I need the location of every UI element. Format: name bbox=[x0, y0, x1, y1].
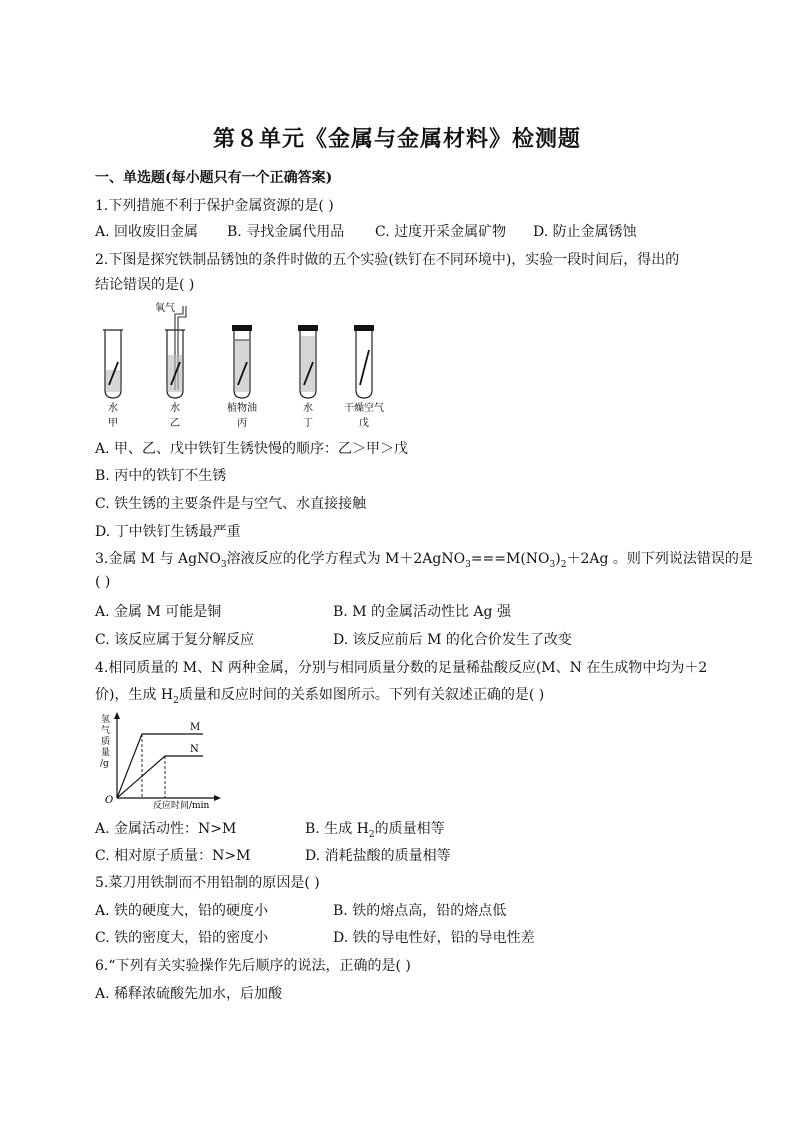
q4-option-d: D. 消耗盐酸的质量相等 bbox=[305, 848, 451, 864]
q1-option-b: B. 寻找金属代用品 bbox=[227, 224, 345, 240]
tube-bing bbox=[232, 325, 252, 398]
q6-stem: 6.“下列有关实验操作先后顺序的说法，正确的是( ) bbox=[95, 958, 411, 974]
rust-experiment-figure bbox=[95, 300, 405, 430]
q2-stem-line2: 结论错误的是( ) bbox=[95, 277, 195, 293]
q4-stem-part: 价)，生成 H bbox=[95, 687, 174, 703]
ylabel-char: 质 bbox=[101, 737, 111, 747]
tube-wu bbox=[354, 325, 374, 398]
tube-jia-content: 水 bbox=[108, 403, 118, 414]
tube-jia-label: 甲 bbox=[108, 418, 118, 429]
q4-option-b bbox=[305, 818, 445, 840]
tube-bing-content: 植物油 bbox=[227, 403, 257, 414]
q4-option-a: A. 金属活动性：N>M bbox=[95, 821, 237, 837]
tube-bing-label: 丙 bbox=[237, 418, 247, 429]
hydrogen-mass-graph bbox=[95, 710, 225, 810]
q1-option-d: D. 防止金属锈蚀 bbox=[533, 224, 637, 240]
tube-wu-content: 干燥空气 bbox=[344, 403, 384, 414]
q4-option-b-part: 的质量相等 bbox=[374, 821, 445, 837]
tube-yi-label: 乙 bbox=[170, 418, 180, 429]
q3-option-d: D. 该反应前后 M 的化合价发生了改变 bbox=[333, 632, 572, 648]
q3-stem-part: ＋2Ag 。则下列说法错误的是 bbox=[566, 551, 753, 567]
q3-subscript: 3 bbox=[549, 559, 556, 570]
page-title: 第８单元《金属与金属材料》检测题 bbox=[212, 126, 581, 152]
q3-option-a: A. 金属 M 可能是铜 bbox=[95, 604, 222, 620]
q4-subscript: 2 bbox=[173, 695, 179, 706]
q1-stem: 1.下列措施不利于保护金属资源的是( ) bbox=[95, 198, 334, 214]
q3-option-b: B. M 的金属活动性比 Ag 强 bbox=[333, 604, 511, 620]
tube-wu-label: 戊 bbox=[359, 418, 369, 429]
q2-stem-line1: 2.下图是探究铁制品锈蚀的条件时做的五个实验(铁钉在不同环境中)，实验一段时间后，得出的 bbox=[95, 252, 680, 268]
q3-stem-line2: ( ) bbox=[95, 574, 111, 590]
ylabel-char: /g bbox=[100, 759, 109, 769]
q3-option-c: C. 该反应属于复分解反应 bbox=[95, 632, 255, 648]
q6-option-a: A. 稀释浓硫酸先加水，后加酸 bbox=[95, 986, 283, 1002]
x-axis-label: 反应时间/min bbox=[153, 801, 210, 810]
q2-option-c: C. 铁生锈的主要条件是与空气、水直接接触 bbox=[95, 496, 367, 512]
section-heading: 一、单选题(每小题只有一个正确答案) bbox=[95, 170, 333, 186]
q4-stem-line2 bbox=[95, 684, 544, 706]
origin-label: O bbox=[105, 795, 114, 806]
ylabel-char: 气 bbox=[101, 726, 111, 736]
tube-jia bbox=[103, 330, 123, 398]
q3-stem-part: 溶液反应的化学方程式为 M＋2AgNO bbox=[226, 551, 466, 567]
q3-stem-part: ) bbox=[555, 551, 561, 567]
q4-option-c: C. 相对原子质量：N>M bbox=[95, 848, 251, 864]
ylabel-char: 量 bbox=[101, 748, 111, 758]
q5-option-c: C. 铁的密度大，铅的密度小 bbox=[95, 930, 269, 946]
tube-ding bbox=[298, 325, 318, 398]
q2-option-b: B. 丙中的铁钉不生锈 bbox=[95, 468, 227, 484]
q3-subscript: 3 bbox=[465, 559, 471, 570]
curve-m-label: M bbox=[190, 722, 201, 733]
q4-subscript: 2 bbox=[368, 829, 375, 840]
q3-stem-part: 3.金属 M 与 AgNO bbox=[95, 551, 221, 567]
q1-option-c: C. 过度开采金属矿物 bbox=[375, 224, 507, 240]
q3-subscript: 3 bbox=[220, 559, 227, 570]
y-axis-arrow bbox=[114, 712, 120, 719]
tube-ding-label: 丁 bbox=[303, 418, 313, 429]
q2-option-d: D. 丁中铁钉生锈最严重 bbox=[95, 524, 241, 540]
q4-stem-line1: 4.相同质量的 M、N 两种金属，分别与相同质量分数的足量稀盐酸反应(M、N 在生成物中均为＋2 bbox=[95, 660, 708, 676]
oxygen-label: 氧气 bbox=[155, 303, 175, 314]
x-axis-arrow bbox=[214, 795, 221, 801]
tube-yi bbox=[165, 306, 186, 398]
tube-ding-content: 水 bbox=[303, 403, 313, 414]
q4-stem-part: 质量和反应时间的关系如图所示。下列有关叙述正确的是( ) bbox=[178, 687, 545, 703]
q5-option-b: B. 铁的熔点高，铅的熔点低 bbox=[333, 903, 507, 919]
q4-option-b-part: B. 生成 H bbox=[305, 821, 369, 837]
q1-option-a: A. 回收废旧金属 bbox=[95, 224, 199, 240]
ylabel-char: 氢 bbox=[101, 715, 111, 725]
q3-stem-part: ===M(NO bbox=[470, 551, 550, 567]
q5-stem: 5.菜刀用铁制而不用铅制的原因是( ) bbox=[95, 875, 320, 891]
q3-stem-line1 bbox=[95, 548, 753, 570]
curve-n-label: N bbox=[190, 744, 199, 755]
q5-option-a: A. 铁的硬度大，铅的硬度小 bbox=[95, 903, 269, 919]
curve-n bbox=[117, 756, 203, 798]
q2-option-a: A. 甲、乙、戊中铁钉生锈快慢的顺序：乙＞甲＞戊 bbox=[95, 441, 409, 457]
q3-subscript: 2 bbox=[560, 559, 567, 570]
tube-yi-content: 水 bbox=[170, 403, 180, 414]
q5-option-d: D. 铁的导电性好，铅的导电性差 bbox=[333, 930, 535, 946]
